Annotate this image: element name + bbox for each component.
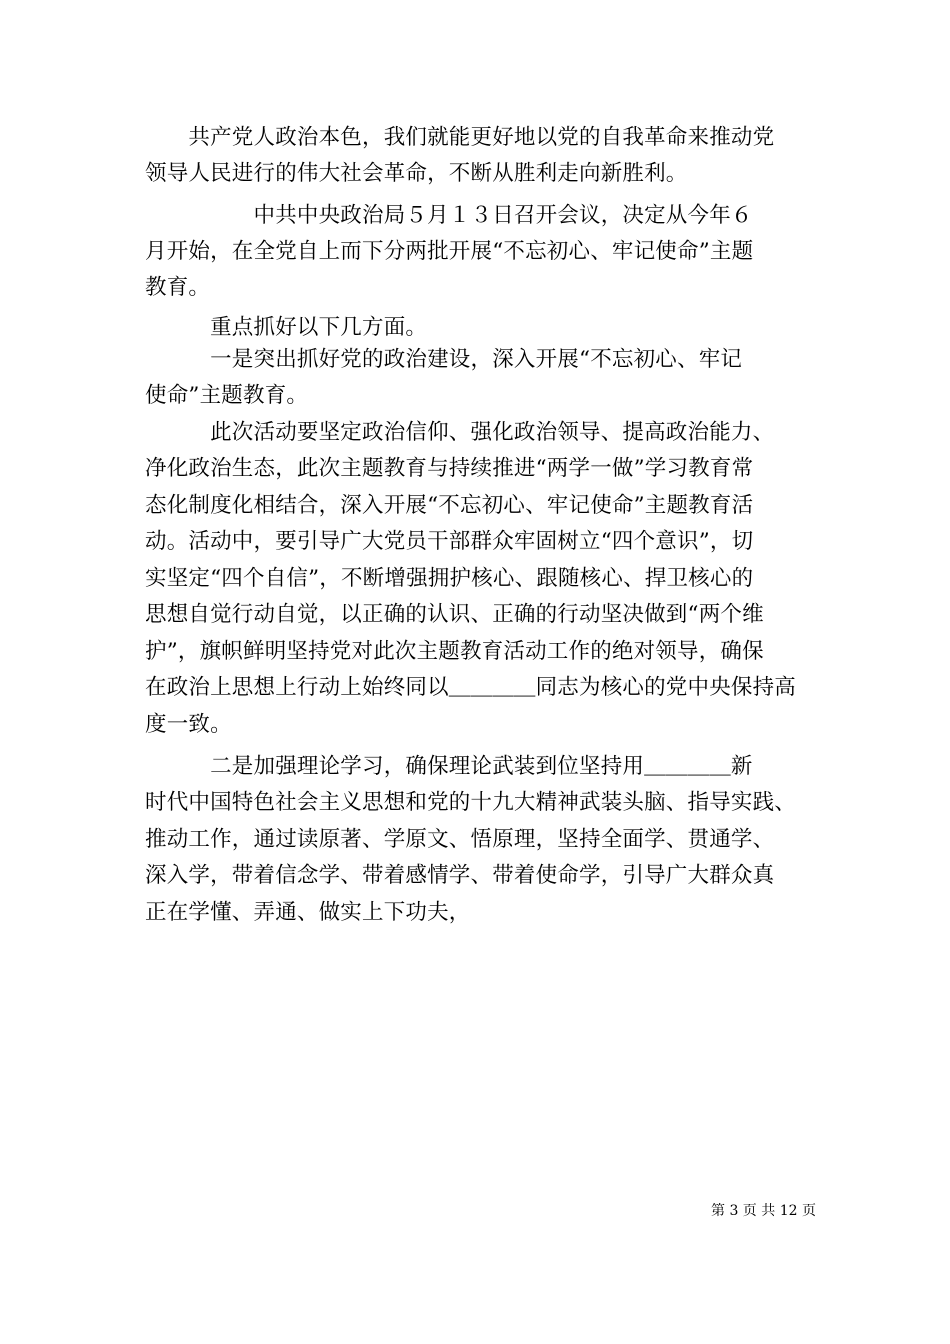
text-line: 净化政治生态，此次主题教育与持续推进“两学一做”学习教育常	[145, 456, 754, 481]
text-line: 此次活动要坚定政治信仰、强化政治领导、提高政治能力、	[145, 420, 775, 445]
text-line: 推动工作，通过读原著、学原文、悟原理，坚持全面学、贯通学、	[145, 827, 775, 852]
text-line: 态化制度化相结合，深入开展“不忘初心、牢记使命”主题教育活	[145, 493, 754, 518]
text-line: 教育。	[145, 275, 211, 300]
text-line: 思想自觉行动自觉，以正确的认识、正确的行动坚决做到“两个维	[145, 602, 764, 627]
text-line: 度一致。	[145, 712, 232, 737]
text-line: 实坚定“四个自信”，不断增强拥护核心、跟随核心、捍卫核心的	[145, 566, 754, 591]
text-line: 重点抓好以下几方面。	[145, 315, 428, 340]
text-line: 深入学，带着信念学、带着感情学、带着使命学，引导广大群众真	[145, 863, 775, 888]
text-line: 领导人民进行的伟大社会革命，不断从胜利走向新胜利。	[145, 161, 688, 186]
text-line: 一是突出抓好党的政治建设，深入开展“不忘初心、牢记	[145, 347, 743, 372]
text-line: 共产党人政治本色，我们就能更好地以党的自我革命来推动党	[145, 125, 775, 150]
page-number: 第 3 页 共 12 页	[711, 1203, 816, 1219]
text-line: 护”，旗帜鲜明坚持党对此次主题教育活动工作的绝对领导，确保	[145, 639, 764, 664]
text-line: 在政治上思想上行动上始终同以＿＿＿＿同志为核心的党中央保持高	[145, 675, 797, 700]
text-line: 时代中国特色社会主义思想和党的十九大精神武装头脑、指导实践、	[145, 790, 797, 815]
text-line: 正在学懂、弄通、做实上下功夫，	[145, 900, 471, 925]
text-line: 中共中央政治局５月１３日召开会议，决定从今年６	[145, 203, 753, 228]
text-line: 使命”主题教育。	[145, 383, 309, 408]
text-line: 二是加强理论学习，确保理论武装到位坚持用＿＿＿＿新	[145, 754, 753, 779]
text-line: 月开始，在全党自上而下分两批开展“不忘初心、牢记使命”主题	[145, 239, 754, 264]
text-line: 动。活动中，要引导广大党员干部群众牢固树立“四个意识”，切	[145, 529, 754, 554]
